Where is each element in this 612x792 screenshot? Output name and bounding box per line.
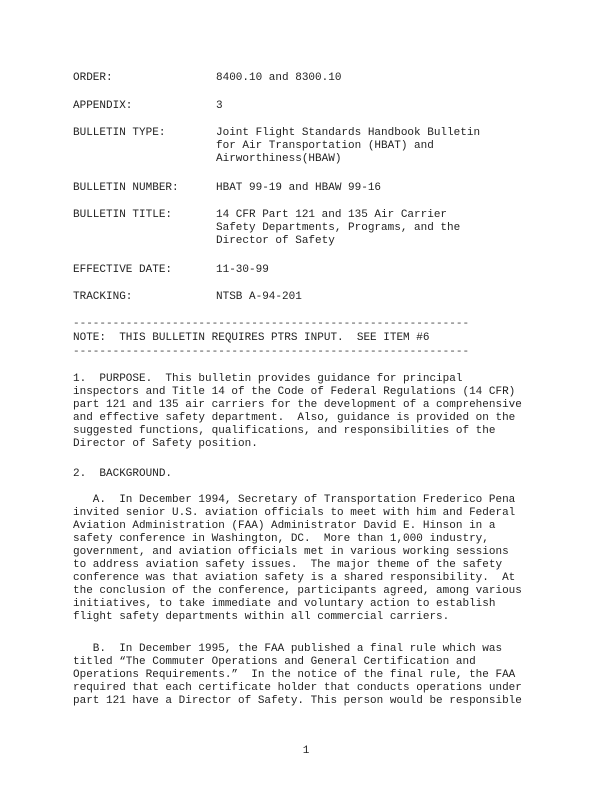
bulletin-title-label: BULLETIN TITLE: [73,209,173,221]
tracking-label: TRACKING: [73,291,133,303]
separator-top: ------------------------------------------------------------ [73,318,470,330]
order-label: ORDER: [73,72,113,84]
purpose-paragraph: 1. PURPOSE. This bulletin provides guidance for principal inspectors and Title 14 of the Code of Federal Regulations (14 CFR) part 121 and 135 air carriers for the development of a comprehensive and effective safety department. Also, guidance is provided on the suggested functions, qualifications, and responsibilities of the Director of Safety position. [73,373,522,450]
bulletin-number-value: HBAT 99-19 and HBAW 99-16 [216,182,382,194]
tracking-value: NTSB A-94-201 [216,291,302,303]
background-paragraph-a: A. In December 1994, Secretary of Transportation Frederico Pena invited senior U.S. aviation officials to meet with him and Federal Aviation Administration (FAA) Administrator David E. Hinson in a safety conference in Washington, DC. More than 1,000 industry, government, and aviation officials met in various working sessions to address aviation safety issues. The major theme of the safety conference was that aviation safety is a shared responsibility. At the conclusion of the conference, participants agreed, among various initiatives, to take immediate and voluntary action to establish flight safety departments within all commercial carriers. [73,494,522,623]
effective-date-label: EFFECTIVE DATE: [73,264,173,276]
separator-bottom: ------------------------------------------------------------ [73,346,470,358]
appendix-label: APPENDIX: [73,100,133,112]
order-value: 8400.10 and 8300.10 [216,72,342,84]
ptrs-note: NOTE: THIS BULLETIN REQUIRES PTRS INPUT. SEE ITEM #6 [73,332,430,344]
bulletin-number-label: BULLETIN NUMBER: [73,182,179,194]
page-number: 1 [302,745,310,757]
bulletin-title-value: 14 CFR Part 121 and 135 Air Carrier Safety Departments, Programs, and the Director of Safety [216,209,461,247]
background-paragraph-b: B. In December 1995, the FAA published a final rule which was titled “The Commuter Operations and General Certification and Operations Requirements.” In the notice of the final rule, the FAA required that each certificate holder that conducts operations under part 121 have a Director of Safety. This person would be responsible [73,643,522,707]
effective-date-value: 11-30-99 [216,264,269,276]
background-heading: 2. BACKGROUND. [73,468,173,480]
appendix-value: 3 [216,100,223,112]
bulletin-type-value: Joint Flight Standards Handbook Bulletin for Air Transportation (HBAT) and Airworthiness(HBAW) [216,127,481,165]
bulletin-type-label: BULLETIN TYPE: [73,127,166,139]
